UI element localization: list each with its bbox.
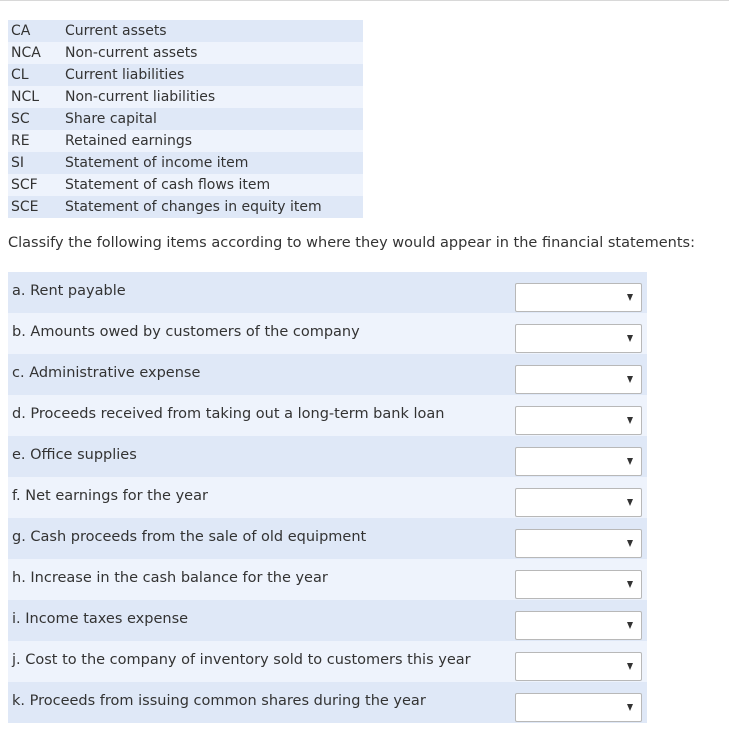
classification-dropdown[interactable]	[515, 611, 642, 640]
question-label: j. Cost to the company of inventory sold to customers this year	[12, 652, 471, 668]
question-row	[8, 600, 647, 641]
abbreviation-legend	[8, 20, 363, 218]
legend-description: Statement of cash flows item	[65, 177, 271, 193]
triangle-down-icon	[627, 499, 633, 506]
legend-description: Non-current assets	[65, 45, 198, 61]
legend-description: Non-current liabilities	[65, 89, 216, 105]
legend-code: CL	[11, 67, 29, 83]
legend-description: Statement of changes in equity item	[65, 199, 322, 215]
top-divider	[0, 0, 729, 1]
question-label: k. Proceeds from issuing common shares during the year	[12, 693, 426, 709]
triangle-down-icon	[627, 540, 633, 547]
legend-row	[8, 42, 363, 64]
question-row	[8, 518, 647, 559]
triangle-down-icon	[627, 458, 633, 465]
legend-description: Share capital	[65, 111, 157, 127]
legend-code: SCE	[11, 199, 39, 215]
question-label: c. Administrative expense	[12, 365, 201, 381]
question-label: h. Increase in the cash balance for the year	[12, 570, 328, 586]
legend-code: RE	[11, 133, 30, 149]
question-label: d. Proceeds received from taking out a long-term bank loan	[12, 406, 445, 422]
legend-code: SC	[11, 111, 30, 127]
classification-dropdown[interactable]	[515, 652, 642, 681]
legend-row	[8, 20, 363, 42]
triangle-down-icon	[627, 622, 633, 629]
classification-questions	[8, 272, 647, 723]
classification-dropdown[interactable]	[515, 529, 642, 558]
legend-code: NCL	[11, 89, 40, 105]
legend-code: CA	[11, 23, 31, 39]
legend-row	[8, 130, 363, 152]
legend-row	[8, 86, 363, 108]
legend-code: SI	[11, 155, 25, 171]
classification-dropdown[interactable]	[515, 570, 642, 599]
question-row	[8, 354, 647, 395]
legend-description: Current assets	[65, 23, 167, 39]
question-row	[8, 641, 647, 682]
classification-dropdown[interactable]	[515, 447, 642, 476]
legend-code: SCF	[11, 177, 38, 193]
question-label: i. Income taxes expense	[12, 611, 189, 627]
triangle-down-icon	[627, 417, 633, 424]
instruction-text: Classify the following items according to where they would appear in the financial statements:	[8, 235, 695, 251]
triangle-down-icon	[627, 335, 633, 342]
question-label: e. Office supplies	[12, 447, 137, 463]
question-row	[8, 436, 647, 477]
question-row	[8, 272, 647, 313]
legend-row	[8, 174, 363, 196]
question-label: g. Cash proceeds from the sale of old equipment	[12, 529, 367, 545]
legend-row	[8, 196, 363, 218]
question-label: a. Rent payable	[12, 283, 126, 299]
legend-row	[8, 64, 363, 86]
question-row	[8, 559, 647, 600]
question-row	[8, 395, 647, 436]
classification-dropdown[interactable]	[515, 406, 642, 435]
legend-code: NCA	[11, 45, 41, 61]
question-row	[8, 313, 647, 354]
classification-dropdown[interactable]	[515, 693, 642, 722]
legend-row	[8, 108, 363, 130]
triangle-down-icon	[627, 294, 633, 301]
question-row	[8, 477, 647, 518]
question-label: f. Net earnings for the year	[12, 488, 208, 504]
classification-dropdown[interactable]	[515, 488, 642, 517]
legend-description: Statement of income item	[65, 155, 249, 171]
question-row	[8, 682, 647, 723]
classification-dropdown[interactable]	[515, 283, 642, 312]
triangle-down-icon	[627, 581, 633, 588]
legend-description: Current liabilities	[65, 67, 185, 83]
legend-row	[8, 152, 363, 174]
triangle-down-icon	[627, 376, 633, 383]
question-label: b. Amounts owed by customers of the company	[12, 324, 360, 340]
triangle-down-icon	[627, 663, 633, 670]
legend-description: Retained earnings	[65, 133, 193, 149]
classification-dropdown[interactable]	[515, 365, 642, 394]
classification-dropdown[interactable]	[515, 324, 642, 353]
triangle-down-icon	[627, 704, 633, 711]
